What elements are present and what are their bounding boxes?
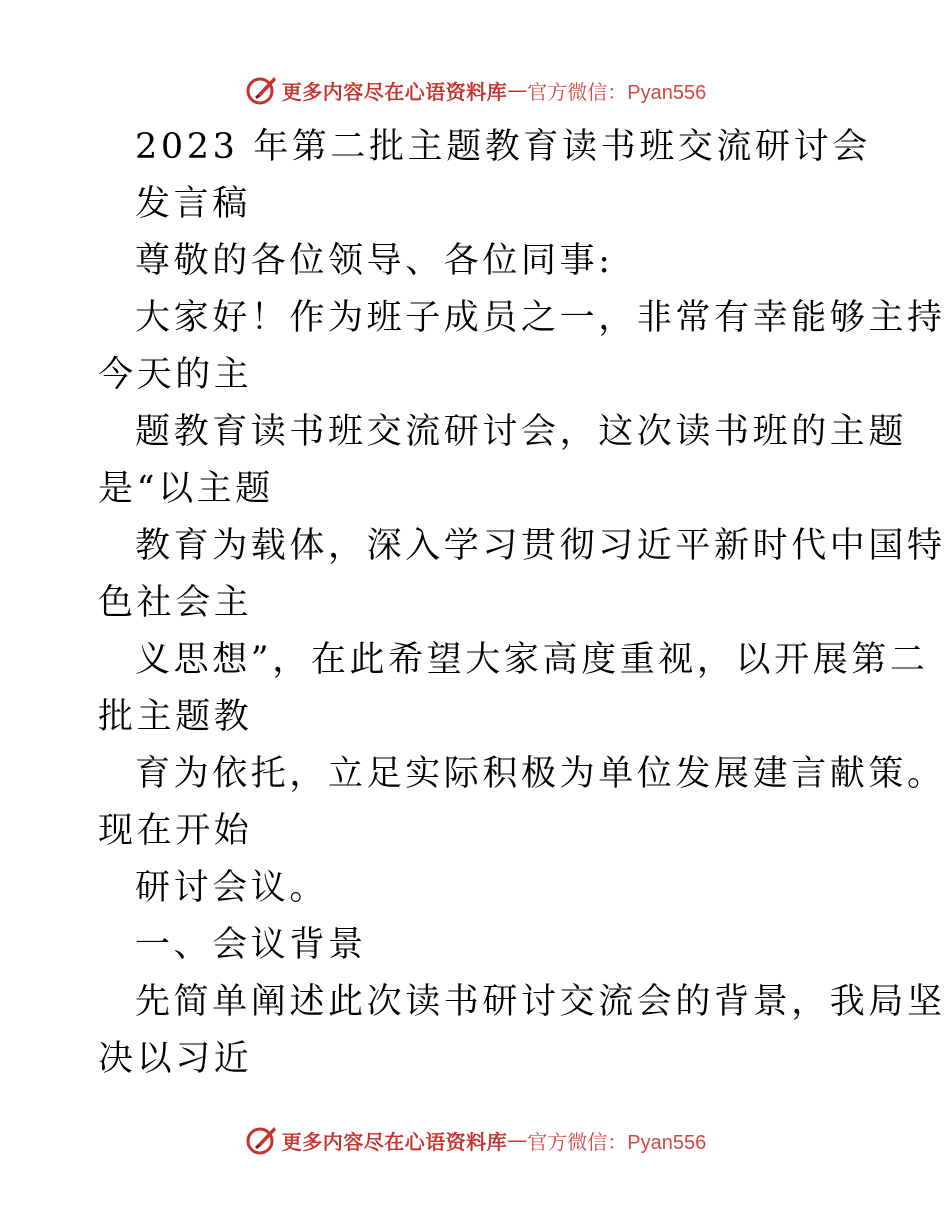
section-heading: 一、会议背景 (135, 925, 367, 965)
paragraph-line: 教育为载体，深入学习贯彻习近平新时代中国特 (135, 526, 946, 566)
paragraph-line: 色社会主 (98, 583, 253, 623)
paragraph-line: 先简单阐述此次读书研讨交流会的背景，我局坚 (135, 982, 946, 1022)
paragraph-line: 今天的主 (98, 355, 253, 395)
paragraph-line: 决以习近 (98, 1039, 253, 1079)
footer-watermark (0, 1120, 950, 1160)
paragraph-line: 育为依托，立足实际积极为单位发展建言献策。 (135, 754, 946, 794)
paragraph-line: 现在开始 (98, 811, 253, 851)
quill-pen-circle-icon (244, 1123, 278, 1157)
watermark-wechat: 官方微信：Pyan556 (527, 1131, 707, 1154)
title-line-2: 发言稿 (135, 184, 251, 224)
watermark-text: 更多内容尽在心语资料库 (281, 79, 508, 104)
watermark-dash: — (507, 1128, 528, 1152)
paragraph-line: 是“以主题 (98, 469, 274, 509)
document-body (98, 122, 946, 1091)
paragraph-line: 研讨会议。 (135, 868, 329, 908)
watermark-text: 更多内容尽在心语资料库 (281, 1129, 508, 1154)
watermark-wechat: 官方微信：Pyan556 (527, 81, 707, 104)
salutation: 尊敬的各位领导、各位同事: (135, 241, 614, 281)
paragraph-line: 义思想”，在此希望大家高度重视，以开展第二 (135, 640, 929, 680)
watermark-dash: — (507, 78, 528, 102)
quill-pen-circle-icon (244, 73, 278, 107)
paragraph-line: 大家好！作为班子成员之一，非常有幸能够主持 (135, 298, 946, 338)
header-watermark (0, 70, 950, 110)
paragraph-line: 题教育读书班交流研讨会，这次读书班的主题 (135, 412, 908, 452)
title-line-1: 2023 年第二批主题教育读书班交流研讨会 (135, 127, 871, 167)
paragraph-line: 批主题教 (98, 697, 253, 737)
